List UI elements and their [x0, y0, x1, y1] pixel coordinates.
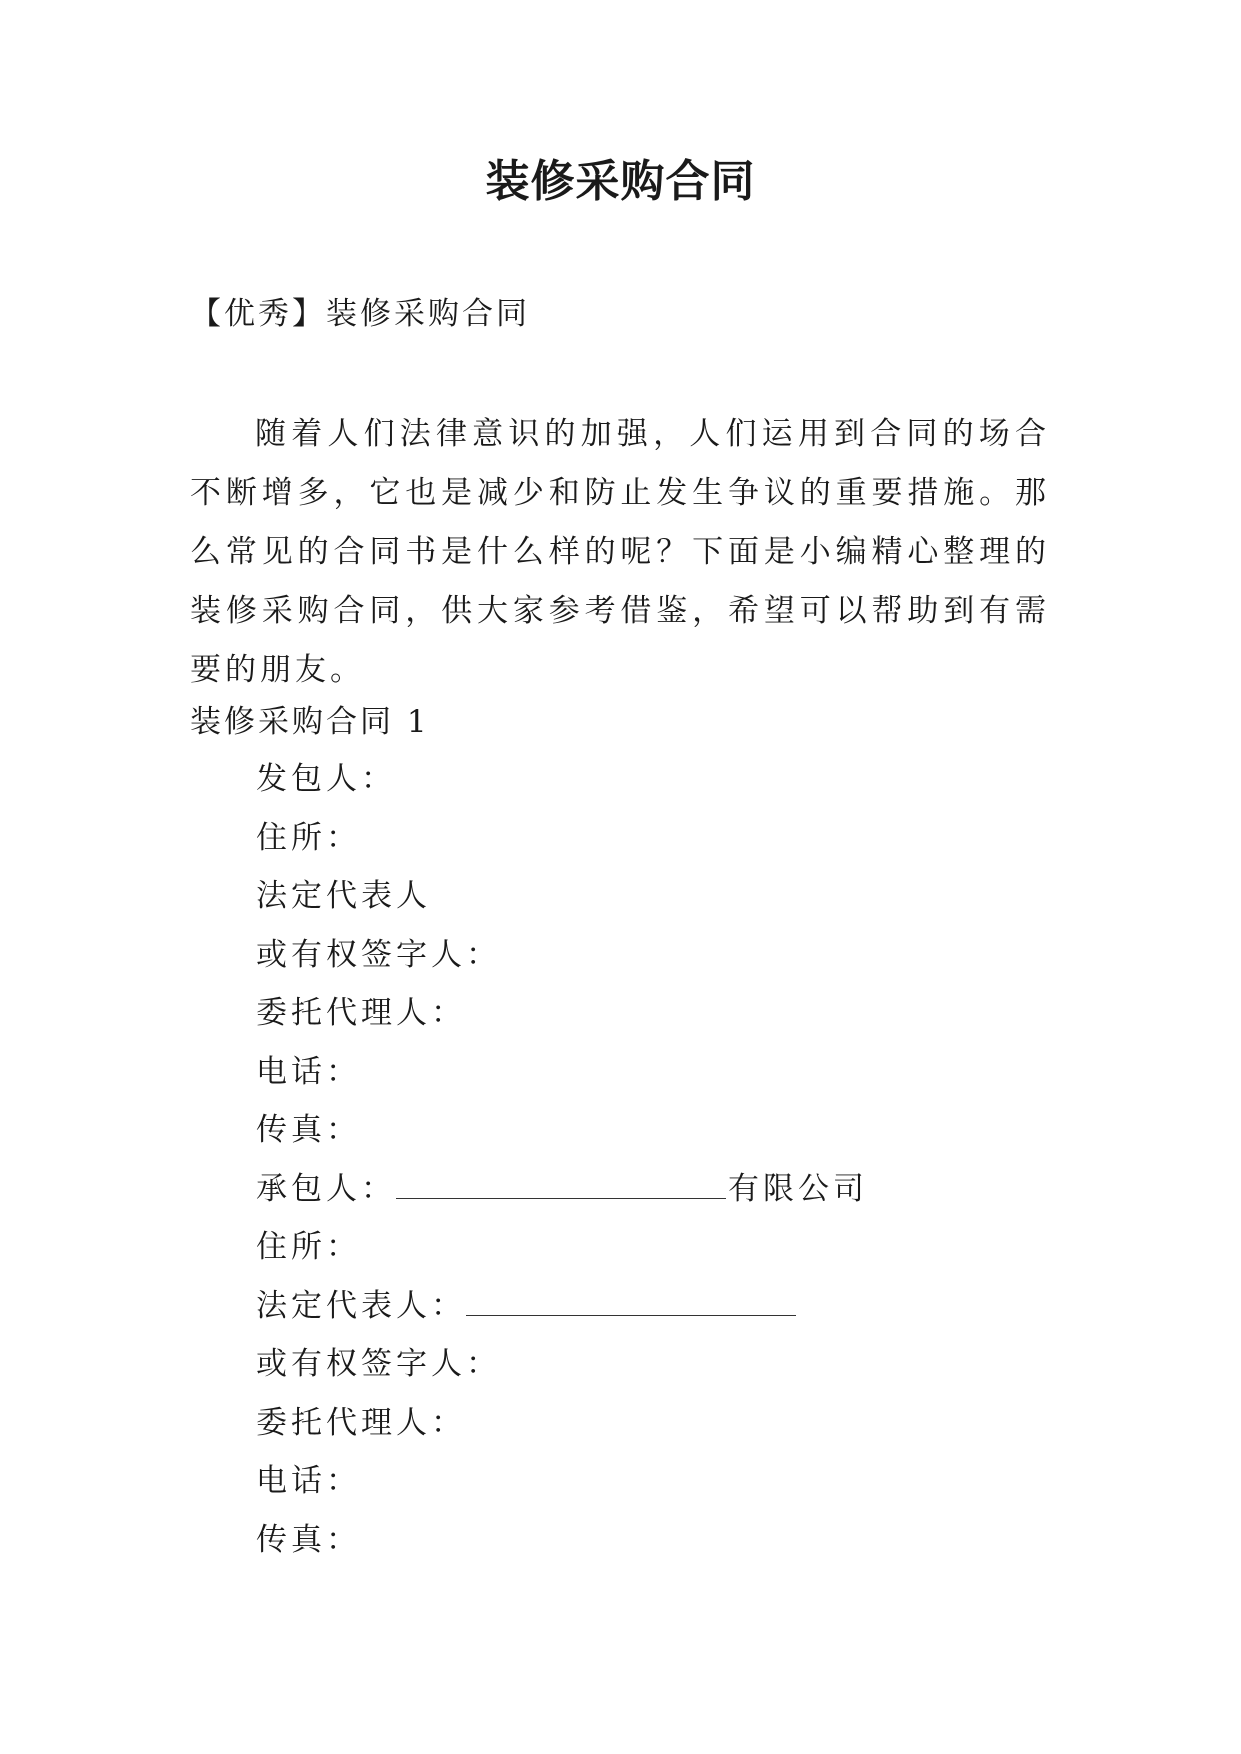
field-employer-address [256, 816, 868, 875]
fill-in-blank [396, 1168, 726, 1199]
field-label: 住所： [256, 819, 361, 856]
field-employer-legal-rep [256, 874, 868, 933]
field-contractor [256, 1167, 868, 1226]
field-contractor-address [256, 1225, 868, 1284]
field-label: 住所： [256, 1229, 361, 1265]
field-suffix: 有限公司 [728, 1170, 868, 1207]
field-contractor-fax [256, 1518, 868, 1577]
field-employer-fax [256, 1108, 868, 1167]
field-label: 法定代表人： [256, 1287, 466, 1324]
field-employer-signatory [256, 933, 868, 992]
fill-in-blank [466, 1285, 796, 1316]
field-label: 电话： [256, 1053, 361, 1090]
field-label: 承包人： [256, 1170, 396, 1207]
field-contractor-legal-rep [256, 1284, 868, 1343]
party-field-list [256, 757, 868, 1576]
document-title: 装修采购合同 [485, 156, 756, 207]
field-contractor-agent [256, 1401, 868, 1460]
field-employer-agent [256, 991, 868, 1050]
field-label: 传真： [256, 1112, 361, 1148]
field-contractor-phone [256, 1459, 868, 1518]
field-label: 电话： [256, 1463, 361, 1499]
document-subtitle: 【优秀】装修采购合同 [190, 296, 530, 332]
field-label: 或有权签字人： [256, 1346, 501, 1382]
field-employer [256, 757, 868, 816]
field-employer-phone [256, 1050, 868, 1109]
intro-paragraph: 随着人们法律意识的加强，人们运用到合同的场合不断增多，它也是减少和防止发生争议的重要措施。那么常见的合同书是什么样的呢？下面是小编精心整理的装修采购合同，供大家参考借鉴，希望可以帮助到有需要的朋友。 [190, 416, 1050, 688]
section-heading: 装修采购合同 1 [190, 704, 430, 740]
field-label: 委托代理人： [256, 1404, 466, 1441]
field-label: 传真： [256, 1521, 361, 1558]
field-label: 委托代理人： [256, 995, 466, 1031]
field-label: 发包人： [256, 761, 396, 797]
field-label: 法定代表人 [256, 878, 431, 914]
field-contractor-signatory [256, 1342, 868, 1401]
field-label: 或有权签字人： [256, 936, 501, 973]
